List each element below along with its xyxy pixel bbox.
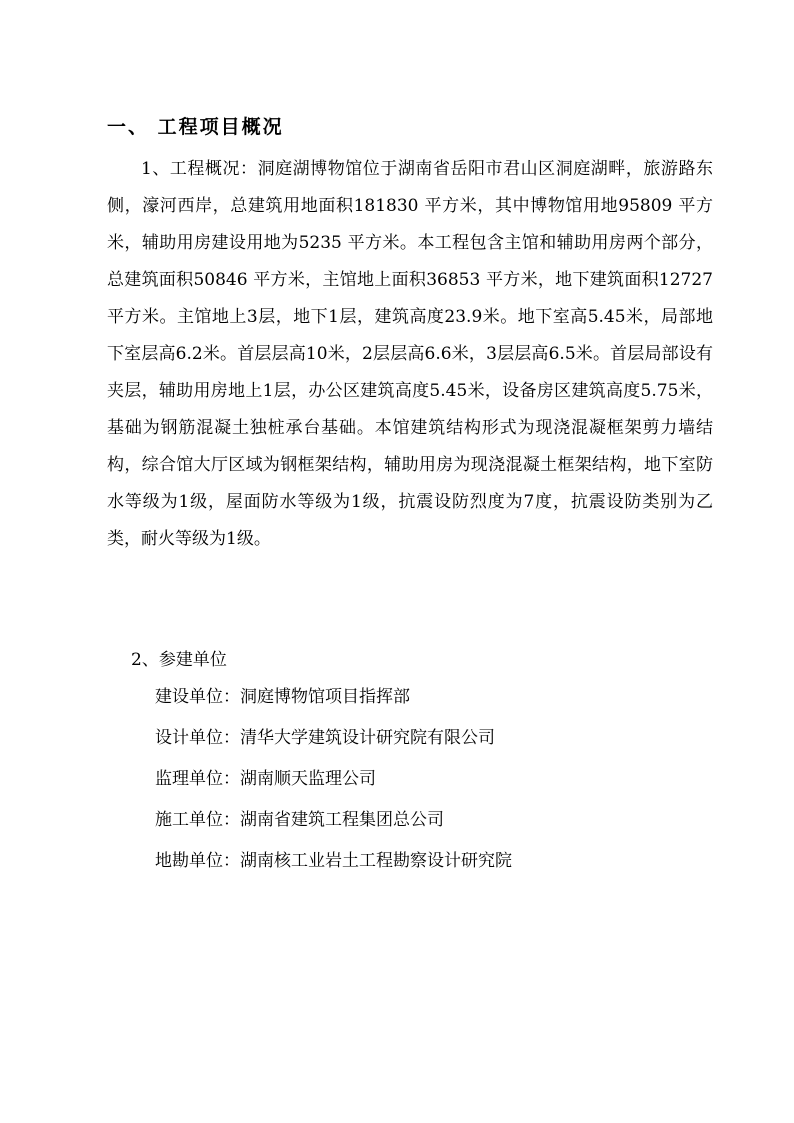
participant-survey-unit: 地勘单位：湖南核工业岩土工程勘察设计研究院 bbox=[155, 851, 512, 871]
participant-supervision-unit: 监理单位：湖南顺天监理公司 bbox=[155, 769, 376, 789]
participants-list bbox=[155, 679, 512, 884]
participants-heading: 2、参建单位 bbox=[131, 650, 227, 670]
project-overview-paragraph: 1、工程概况：洞庭湖博物馆位于湖南省岳阳市君山区洞庭湖畔，旅游路东侧，濠河西岸，总建筑用地面积181830 平方米，其中博物馆用地95809 平方米，辅助用房建设用地为5235 平方米。本工程包含主馆和辅助用房两个部分，总建筑面积50846 平方米，主馆地上面积36853 平方米，地下建筑面积12727 平方米。主馆地上3层，地下1层，建筑高度23.9米。地下室高5.45米，局部地下室层高6.2米。首层层高10米，2层层高6.6米，3层层高6.5米。首层局部设有夹层，辅助用房地上1层，办公区建筑高度5.45米，设备房区建筑高度5.75米，基础为钢筋混凝土独桩承台基础。本馆建筑结构形式为现浇混凝框架剪力墙结构，综合馆大厅区域为钢框架结构，辅助用房为现浇混凝土框架结构，地下室防水等级为1级，屋面防水等级为1级，抗震设防烈度为7度，抗震设防类别为乙类，耐火等级为1级。 bbox=[107, 159, 713, 549]
participant-design-unit: 设计单位：清华大学建筑设计研究院有限公司 bbox=[155, 728, 495, 748]
section-heading: 一、 工程项目概况 bbox=[107, 116, 284, 138]
participant-construction-unit: 建设单位：洞庭博物馆项目指挥部 bbox=[155, 687, 410, 707]
participant-builder-unit: 施工单位：湖南省建筑工程集团总公司 bbox=[155, 810, 444, 830]
